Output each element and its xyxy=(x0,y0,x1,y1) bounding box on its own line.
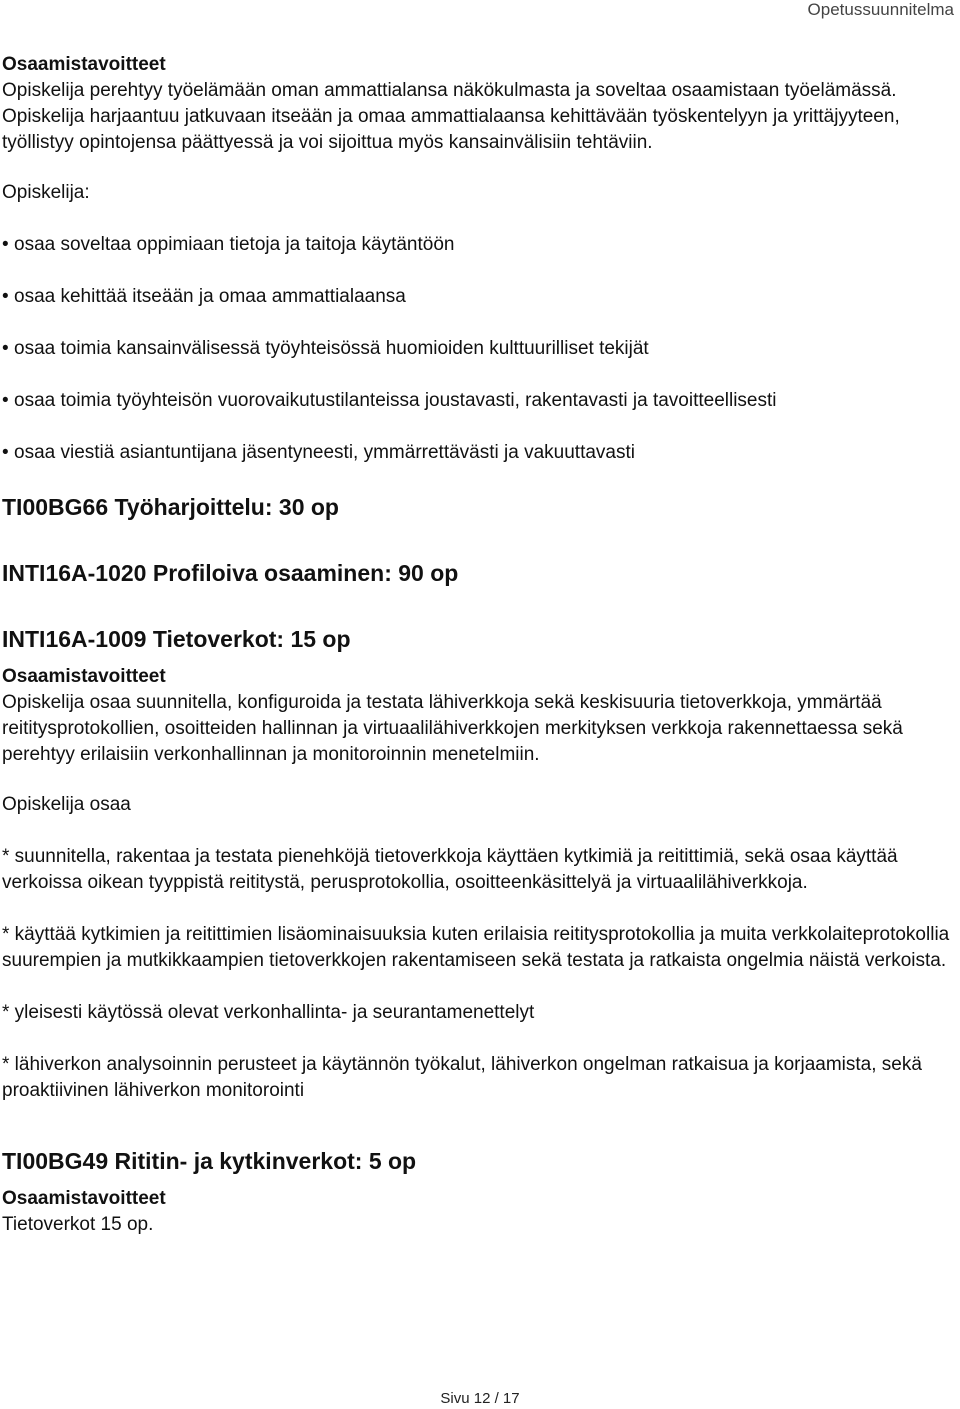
list-item: • osaa toimia työyhteisön vuorovaikutustilanteissa joustavasti, rakentavasti ja tavoitteellisesti xyxy=(2,388,952,414)
course-title: INTI16A-1009 Tietoverkot: 15 op xyxy=(2,626,351,652)
section-heading: Osaamistavoitteet xyxy=(2,1188,166,1209)
section-heading: Osaamistavoitteet xyxy=(2,666,166,687)
bullet-icon: • xyxy=(2,442,9,463)
course-title: TI00BG49 Rititin- ja kytkinverkot: 5 op xyxy=(2,1148,417,1174)
section-paragraph: Tietoverkot 15 op. xyxy=(2,1214,154,1235)
section-paragraph: Opiskelija osaa suunnitella, konfiguroida ja testata lähiverkkoja sekä keskisuuria tietoverkkoja, ymmärtää reititysprotokollien, osoitteiden hallinnan ja virtuaalilähiverkkojen merkityksen verkkoja rakennettaessa sekä perehtyy erilaisiin verkonhallinnan ja monitoroinnin menetelmiin. xyxy=(2,692,903,765)
running-header: Opetussuunnitelma xyxy=(807,0,954,19)
bullet-icon: • xyxy=(2,286,9,307)
list-item: * lähiverkon analysoinnin perusteet ja käytännön työkalut, lähiverkon ongelman ratkaisua ja korjaamista, sekä proaktiivinen lähiverkon monitorointi xyxy=(2,1054,922,1101)
section-heading: Osaamistavoitteet xyxy=(2,54,166,75)
bullet-icon: • xyxy=(2,338,9,359)
list-item: * käyttää kytkimien ja reitittimien lisäominaisuuksia kuten erilaisia reititysprotokollia ja muita verkkolaiteprotokollia suurempien ja mutkikkaampien tietoverkkojen rakentamiseen sekä testata ja ratkaista ongelmia näistä verkoista. xyxy=(2,924,950,971)
list-item: * suunnitella, rakentaa ja testata pienehköjä tietoverkkoja käyttäen kytkimiä ja reitittimiä, sekä osaa käyttää verkoissa oikean tyyppistä reititystä, perusprotokollia, osoitteenkäsittelyä ja virtuaalilähiverkkoja. xyxy=(2,846,898,893)
course-title: INTI16A-1020 Profiloiva osaaminen: 90 op xyxy=(2,560,459,586)
list-item: • osaa soveltaa oppimiaan tietoja ja taitoja käytäntöön xyxy=(2,232,952,258)
lead-label: Opiskelija osaa xyxy=(2,794,131,815)
list-item: • osaa kehittää itseään ja omaa ammattialaansa xyxy=(2,284,952,310)
list-item: • osaa viestiä asiantuntijana jäsentyneesti, ymmärrettävästi ja vakuuttavasti xyxy=(2,440,952,466)
bullet-icon: • xyxy=(2,390,9,411)
list-item: * yleisesti käytössä olevat verkonhallinta- ja seurantamenettelyt xyxy=(2,1002,535,1023)
page-number: Sivu 12 / 17 xyxy=(440,1390,520,1407)
bullet-list xyxy=(2,232,952,466)
page-content xyxy=(2,52,952,1238)
bullet-icon: • xyxy=(2,234,9,255)
course-title: TI00BG66 Työharjoittelu: 30 op xyxy=(2,494,339,520)
list-item: • osaa toimia kansainvälisessä työyhteisössä huomioiden kulttuurilliset tekijät xyxy=(2,336,952,362)
section-paragraph: Opiskelija perehtyy työelämään oman ammattialansa näkökulmasta ja soveltaa osaamistaan työelämässä. Opiskelija harjaantuu jatkuvaan itseään ja omaa ammattialaansa kehittävään työskentelyyn ja yrittäjyyteen, työllistyy opintojensa päättyessä ja voi sijoittua myös kansainvälisiin tehtäviin. xyxy=(2,80,900,153)
lead-label: Opiskelija: xyxy=(2,182,90,203)
